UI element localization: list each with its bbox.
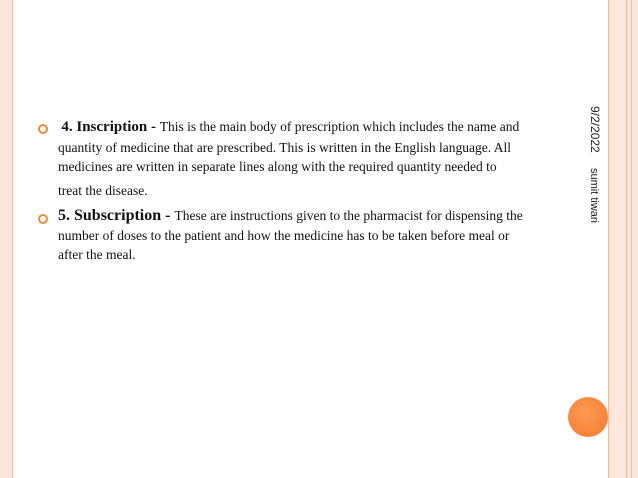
bullet-circle-icon	[38, 214, 48, 224]
inscription-heading: 4. Inscription -	[61, 119, 160, 135]
bullet-text	[58, 117, 558, 200]
slide-author: sumit tiwari	[588, 168, 600, 224]
bullet-circle-icon	[38, 124, 48, 134]
decorative-orange-circle	[568, 397, 608, 437]
right-frame-line	[631, 0, 632, 478]
bullet-subscription	[28, 206, 558, 265]
bullet-text	[58, 206, 558, 265]
left-frame-border	[0, 0, 13, 478]
subscription-line: These are instructions given to the pharmacist for dispensing the	[174, 208, 523, 223]
slide-content	[28, 117, 558, 265]
slide-date: 9/2/2022	[588, 106, 602, 153]
subscription-line: after the meal.	[58, 247, 136, 262]
right-frame-line	[626, 0, 627, 478]
right-frame-border	[608, 0, 638, 478]
inscription-line: treat the disease.	[58, 182, 148, 198]
inscription-line: This is the main body of prescription which includes the name and	[159, 119, 520, 134]
inscription-line: medicines are written in separate lines along with the required quantity needed to	[58, 159, 497, 174]
subscription-heading: 5. Subscription -	[58, 207, 175, 224]
inscription-line: quantity of medicine that are prescribed. This is written in the English language. All	[58, 139, 512, 155]
subscription-line: number of doses to the patient and how the medicine has to be taken before meal or	[58, 227, 510, 243]
right-frame-line	[608, 0, 609, 478]
bullet-inscription	[28, 117, 558, 200]
